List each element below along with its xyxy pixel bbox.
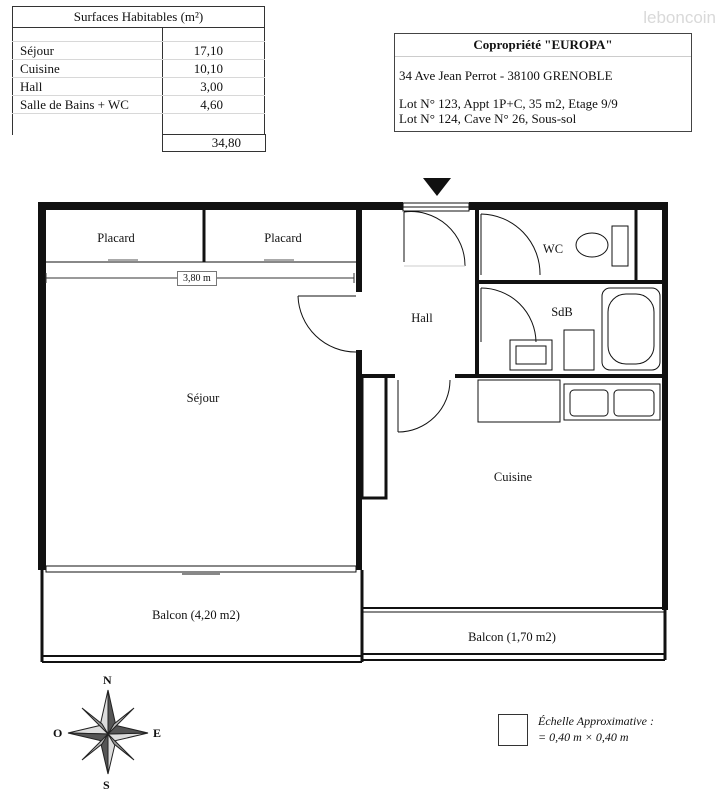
scale-line-2: = 0,40 m × 0,40 m <box>538 730 629 744</box>
room-label-balcon-1: Balcon (4,20 m2) <box>152 608 240 622</box>
room-label-balcon-2: Balcon (1,70 m2) <box>468 630 556 644</box>
row-value: 17,10 <box>193 43 223 58</box>
compass-north-label: N <box>103 673 112 687</box>
scale-line-1: Échelle Approximative : <box>538 714 654 728</box>
copro-lot-2: Lot N° 124, Cave N° 26, Sous-sol <box>399 111 577 126</box>
row-value: 10,10 <box>193 61 223 76</box>
kitchen-fixtures <box>478 380 660 422</box>
compass-west-label: O <box>53 726 63 740</box>
dimension-label: 3,80 m <box>177 271 217 286</box>
room-label-sejour: Séjour <box>186 391 220 405</box>
copro-lot-1: Lot N° 123, Appt 1P+C, 35 m2, Etage 9/9 <box>399 96 618 111</box>
walls <box>38 202 668 662</box>
copro-title: Copropriété "EUROPA" <box>395 34 691 57</box>
compass-icon <box>68 690 148 774</box>
watermark-logo: leboncoin <box>643 8 716 27</box>
row-value: 3,00 <box>200 79 223 94</box>
surfaces-total: 34,80 <box>162 134 266 152</box>
row-value: 4,60 <box>200 97 223 112</box>
sdb-fixtures <box>510 288 660 370</box>
room-label-sdb: SdB <box>551 305 573 319</box>
room-label-wc: WC <box>542 242 564 256</box>
entrance-arrow-icon <box>423 178 451 196</box>
room-label-placard-1: Placard <box>97 231 135 245</box>
compass-east-label: E <box>153 726 162 740</box>
scale-legend <box>538 713 654 745</box>
room-label-placard-2: Placard <box>264 231 302 245</box>
surfaces-title: Surfaces Habitables (m²) <box>12 6 265 28</box>
room-label-hall: Hall <box>411 311 433 325</box>
row-label: Salle de Bains + WC <box>20 97 129 112</box>
compass-south-label: S <box>103 778 110 792</box>
scale-square <box>498 714 528 746</box>
copro-address: 34 Ave Jean Perrot - 38100 GRENOBLE <box>399 68 613 83</box>
row-label: Séjour <box>20 43 54 58</box>
room-label-cuisine: Cuisine <box>493 470 533 484</box>
row-label: Hall <box>20 79 43 94</box>
row-label: Cuisine <box>20 61 60 76</box>
wc-fixtures <box>576 226 628 266</box>
